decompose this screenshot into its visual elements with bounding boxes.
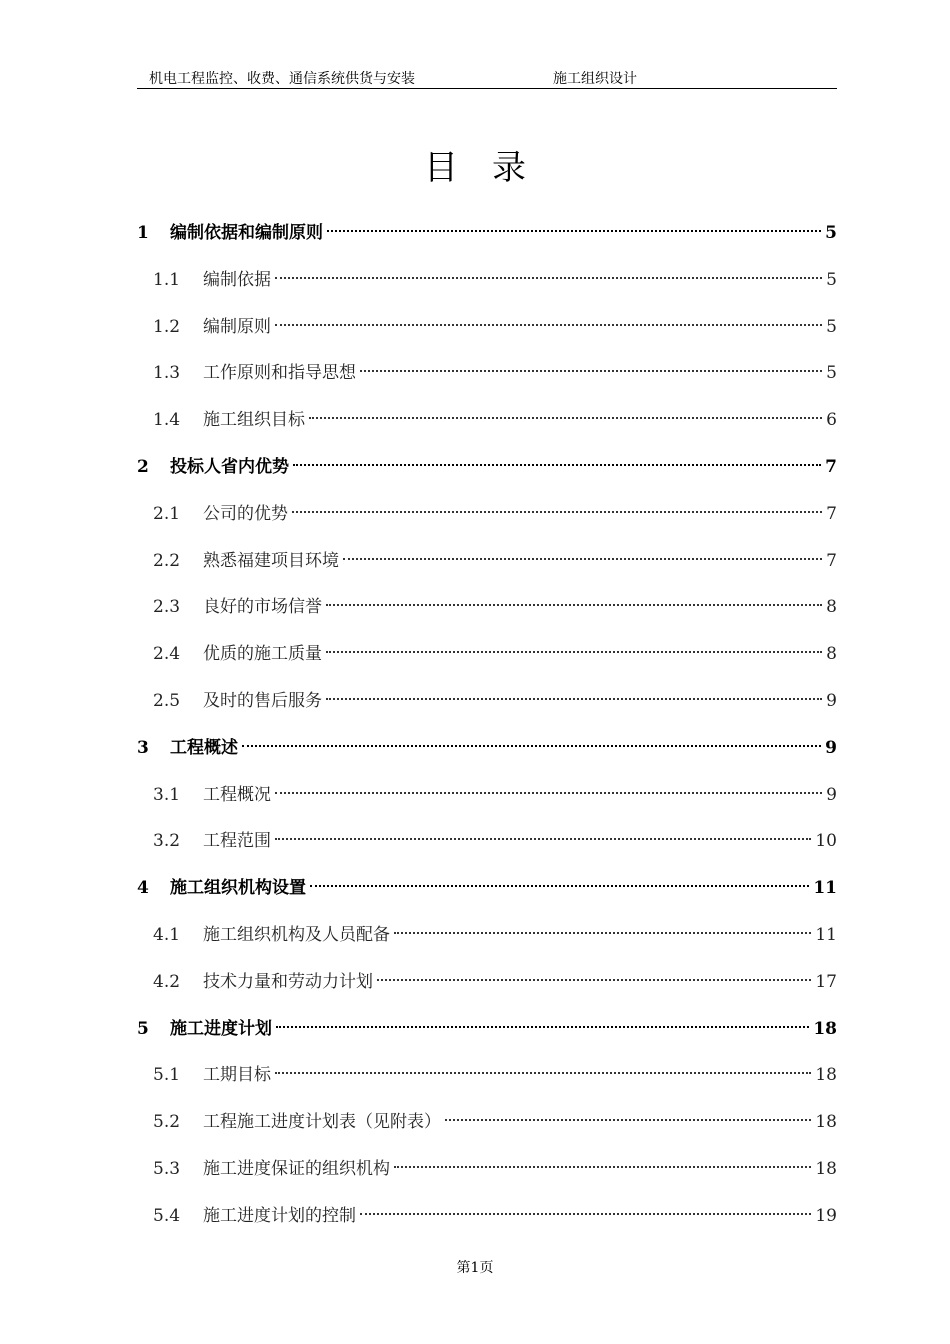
toc-entry-page: 11	[813, 878, 837, 899]
toc-chapter-entry[interactable]	[137, 733, 837, 780]
toc-dot-leader	[275, 324, 822, 326]
toc-entry-number: 3.1	[153, 784, 181, 805]
toc-dot-leader	[327, 230, 821, 232]
header-project-title: 机电工程监控、收费、通信系统供货与安装	[149, 71, 415, 87]
toc-entry-page: 9	[826, 784, 837, 805]
toc-section-entry[interactable]	[137, 592, 837, 639]
toc-section-entry[interactable]	[137, 826, 837, 873]
toc-entry-page: 9	[826, 690, 837, 711]
toc-entry-title: 工程概述	[170, 737, 238, 758]
toc-entry-page: 5	[826, 316, 837, 337]
toc-dot-leader	[292, 511, 822, 513]
toc-entry-title: 施工进度计划	[170, 1018, 272, 1039]
toc-chapter-entry[interactable]	[137, 873, 837, 920]
toc-entry-title: 技术力量和劳动力计划	[203, 971, 373, 992]
toc-entry-number: 2	[137, 456, 149, 477]
toc-entry-number: 2.3	[153, 597, 181, 618]
toc-entry-number: 5	[137, 1018, 149, 1039]
toc-dot-leader	[275, 792, 822, 794]
toc-section-entry[interactable]	[137, 920, 837, 967]
toc-section-entry[interactable]	[137, 1154, 837, 1201]
toc-section-entry[interactable]	[137, 1060, 837, 1107]
toc-entry-page: 10	[815, 831, 837, 852]
toc-entry-title: 工作原则和指导思想	[203, 363, 356, 384]
toc-dot-leader	[293, 464, 821, 466]
toc-entry-number: 4.2	[153, 971, 181, 992]
toc-entry-number: 3	[137, 737, 149, 758]
toc-entry-page: 7	[825, 456, 837, 477]
toc-section-entry[interactable]	[137, 967, 837, 1014]
toc-section-entry[interactable]	[137, 312, 837, 359]
toc-entry-page: 8	[826, 644, 837, 665]
toc-entry-title: 施工组织机构及人员配备	[203, 924, 390, 945]
toc-entry-page: 8	[826, 597, 837, 618]
toc-entry-title: 工程范围	[203, 831, 271, 852]
toc-entry-number: 2.1	[153, 503, 181, 524]
toc-dot-leader	[275, 1072, 811, 1074]
toc-section-entry[interactable]	[137, 780, 837, 827]
toc-dot-leader	[326, 651, 822, 653]
toc-dot-leader	[394, 1166, 811, 1168]
toc-chapter-entry[interactable]	[137, 218, 837, 265]
toc-dot-leader	[275, 838, 811, 840]
toc-dot-leader	[360, 1213, 811, 1215]
toc-entry-number: 2.2	[153, 550, 181, 571]
toc-dot-leader	[326, 698, 822, 700]
toc-dot-leader	[242, 745, 821, 747]
toc-entry-page: 18	[815, 1112, 837, 1133]
toc-chapter-entry[interactable]	[137, 452, 837, 499]
toc-entry-number: 2.5	[153, 690, 181, 711]
toc-section-entry[interactable]	[137, 1201, 837, 1248]
toc-entry-page: 18	[815, 1158, 837, 1179]
toc-section-entry[interactable]	[137, 499, 837, 546]
toc-dot-leader	[394, 932, 811, 934]
toc-entry-title: 工程施工进度计划表（见附表）	[203, 1112, 441, 1133]
toc-chapter-entry[interactable]	[137, 1014, 837, 1061]
toc-entry-title: 编制依据	[203, 269, 271, 290]
toc-section-entry[interactable]	[137, 265, 837, 312]
toc-entry-title: 优质的施工质量	[203, 644, 322, 665]
toc-entry-number: 1	[137, 223, 149, 243]
toc-entry-title: 投标人省内优势	[170, 456, 289, 477]
toc-entry-title: 良好的市场信誉	[203, 597, 322, 618]
toc-entry-number: 1.1	[153, 269, 181, 290]
toc-entry-title: 熟悉福建项目环境	[203, 550, 339, 571]
toc-entry-page: 19	[815, 1205, 837, 1226]
toc-entry-title: 施工组织机构设置	[170, 878, 306, 899]
toc-entry-title: 施工组织目标	[203, 410, 305, 431]
toc-dot-leader	[343, 558, 822, 560]
toc-entry-title: 施工进度计划的控制	[203, 1205, 356, 1226]
toc-dot-leader	[360, 370, 822, 372]
toc-entry-page: 9	[825, 737, 837, 758]
toc-dot-leader	[309, 417, 822, 419]
toc-entry-title: 施工进度保证的组织机构	[203, 1158, 390, 1179]
page-header	[137, 66, 837, 89]
toc-dot-leader	[326, 604, 822, 606]
toc-entry-title: 公司的优势	[203, 503, 288, 524]
toc-entry-page: 7	[826, 550, 837, 571]
toc-entry-title: 及时的售后服务	[203, 690, 322, 711]
toc-dot-leader	[377, 979, 811, 981]
toc-entry-title: 编制依据和编制原则	[170, 223, 323, 243]
toc-entry-page: 5	[826, 363, 837, 384]
toc-entry-number: 1.4	[153, 410, 181, 431]
toc-entry-number: 1.3	[153, 363, 181, 384]
toc-entry-title: 编制原则	[203, 316, 271, 337]
toc-entry-page: 5	[825, 223, 837, 243]
toc-section-entry[interactable]	[137, 405, 837, 452]
header-document-type: 施工组织设计	[553, 71, 637, 87]
toc-section-entry[interactable]	[137, 686, 837, 733]
toc-entry-number: 5.2	[153, 1112, 181, 1133]
toc-entry-page: 17	[815, 971, 837, 992]
toc-entry-title: 工程概况	[203, 784, 271, 805]
page-title: 目录	[424, 148, 560, 188]
toc-entry-number: 5.1	[153, 1065, 181, 1086]
toc-section-entry[interactable]	[137, 546, 837, 593]
toc-section-entry[interactable]	[137, 358, 837, 405]
toc-entry-page: 11	[815, 924, 837, 945]
toc-entry-page: 18	[815, 1065, 837, 1086]
toc-entry-number: 1.2	[153, 316, 181, 337]
toc-dot-leader	[275, 277, 822, 279]
toc-dot-leader	[276, 1026, 809, 1028]
toc-section-entry[interactable]	[137, 639, 837, 686]
toc-dot-leader	[310, 885, 809, 887]
toc-dot-leader	[445, 1119, 811, 1121]
toc-entry-number: 5.4	[153, 1205, 181, 1226]
toc-entry-number: 3.2	[153, 831, 181, 852]
toc-entry-page: 6	[826, 410, 837, 431]
toc-entry-title: 工期目标	[203, 1065, 271, 1086]
toc-entry-page: 5	[826, 269, 837, 290]
table-of-contents	[137, 218, 837, 1248]
toc-entry-page: 18	[813, 1018, 837, 1039]
toc-entry-number: 4.1	[153, 924, 181, 945]
toc-entry-number: 2.4	[153, 644, 181, 665]
toc-entry-number: 4	[137, 878, 149, 899]
toc-entry-page: 7	[826, 503, 837, 524]
toc-entry-number: 5.3	[153, 1158, 181, 1179]
page-number: 第1页	[456, 1260, 494, 1276]
toc-section-entry[interactable]	[137, 1107, 837, 1154]
